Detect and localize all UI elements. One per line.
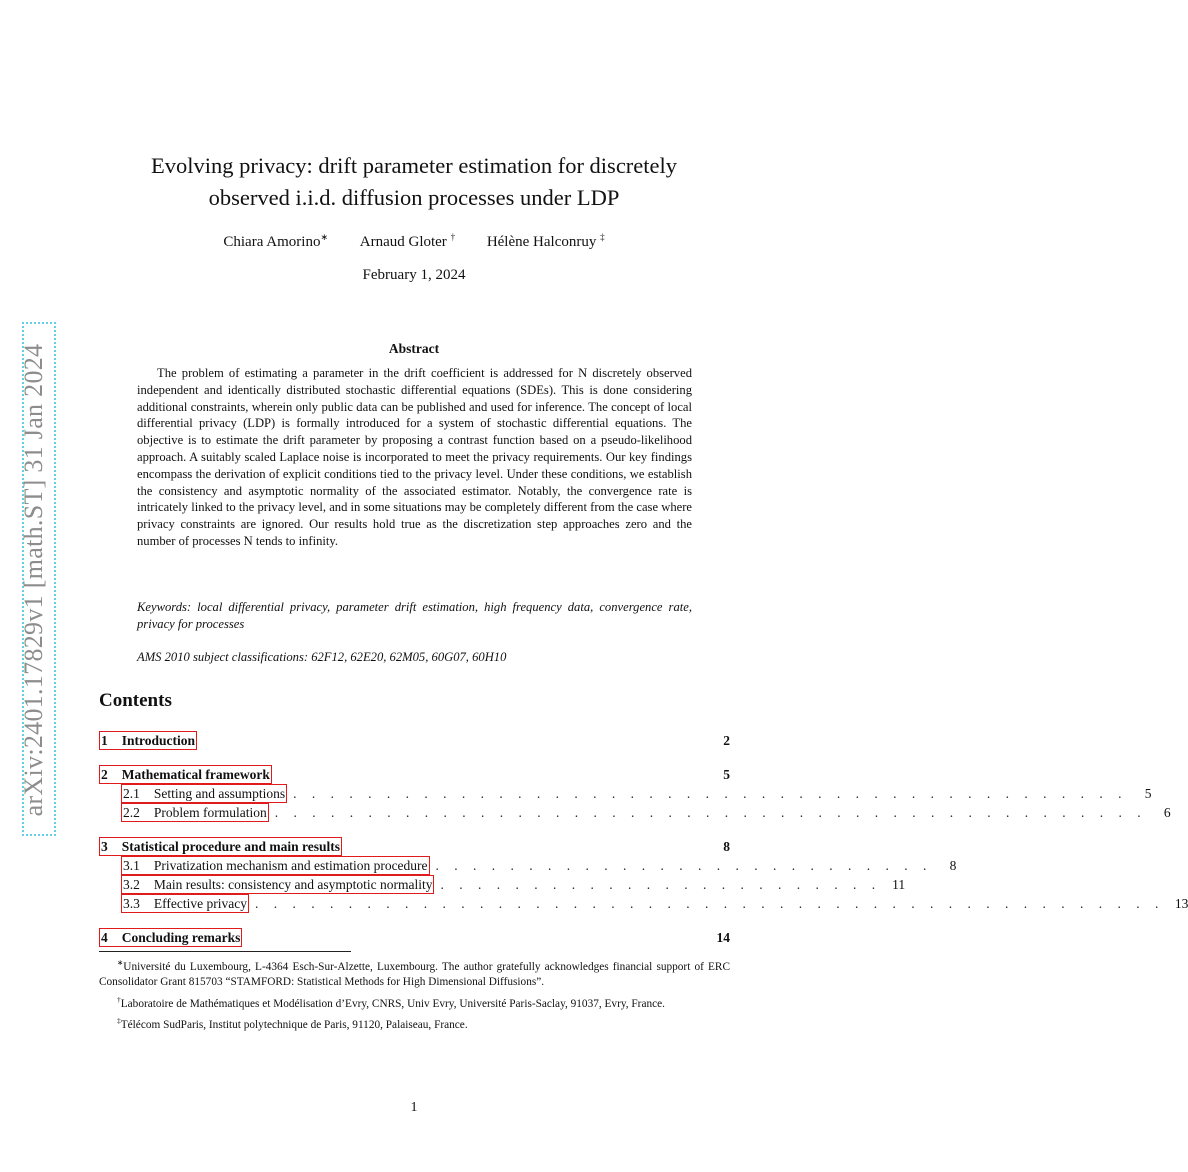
title-line-1: Evolving privacy: drift parameter estimation for discretely — [150, 153, 678, 178]
page-number: 1 — [410, 1100, 418, 1115]
toc-link[interactable] — [99, 928, 242, 947]
author-list — [0, 232, 828, 251]
toc-page: 11 — [892, 877, 906, 892]
toc-page: 6 — [1163, 805, 1171, 820]
toc-label: Main results: consistency and asymptotic normality — [153, 877, 433, 892]
author-footnote-mark[interactable]: † — [450, 232, 456, 242]
toc-section-introduction — [99, 731, 730, 749]
toc-number: 3.1 — [123, 858, 140, 873]
toc-number: 3.3 — [123, 896, 140, 911]
author-name: Arnaud Gloter — [359, 234, 447, 250]
toc-subsection-setting — [121, 784, 1152, 802]
toc-link[interactable] — [99, 765, 272, 784]
toc-link[interactable] — [121, 875, 434, 894]
toc-leader-dots: . . . . . . . . . . . . . . . . . . . . . . . . — [440, 877, 882, 892]
author-name: Hélène Halconruy — [486, 234, 597, 250]
paper-title — [0, 150, 828, 214]
toc-subsection-privatization — [121, 856, 957, 874]
toc-leader-dots: . . . . . . . . . . . . . . . . . . . . . . . . . . . — [435, 858, 933, 873]
toc-label: Privatization mechanism and estimation procedure — [153, 858, 428, 873]
footnote-mark: ∗ — [117, 958, 124, 967]
toc-leader-dots: . . . . . . . . . . . . . . . . . . . . . . . . . . . . . . . . . . . . . . . . . . . . . . . — [274, 805, 1147, 820]
footnote-text: Laboratoire de Mathématiques et Modélisation d’Evry, CNRS, Univ Evry, Université Paris-Saclay, 91037, Evry, France. — [120, 997, 665, 1010]
toc-label: Statistical procedure and main results — [121, 839, 341, 854]
toc-page: 13 — [1174, 896, 1188, 911]
toc-page: 2 — [723, 733, 730, 748]
toc-subsection-main-results — [121, 875, 906, 893]
footnote — [99, 1013, 730, 1033]
footnote-rule — [99, 951, 351, 952]
title-line-2: observed i.i.d. diffusion processes under LDP — [208, 185, 620, 210]
toc-subsection-effective-privacy — [121, 894, 1188, 912]
toc-subsection-problem — [121, 803, 1171, 821]
toc-section-concluding-remarks — [99, 928, 730, 946]
toc-link[interactable] — [121, 803, 269, 822]
toc-page: 5 — [723, 767, 730, 782]
toc-label: Mathematical framework — [121, 767, 270, 782]
toc-leader-dots: . . . . . . . . . . . . . . . . . . . . . . . . . . . . . . . . . . . . . . . . . . . . . . . . . — [254, 896, 1165, 911]
toc-label: Setting and assumptions — [153, 786, 286, 801]
contents-heading: Contents — [99, 690, 172, 711]
author-name: Chiara Amorino — [223, 234, 321, 250]
toc-section-statistical-procedure — [99, 837, 730, 855]
footnote — [99, 955, 730, 991]
author — [360, 234, 455, 250]
toc-number: 2.2 — [123, 805, 140, 820]
keywords: Keywords: local differential privacy, parameter drift estimation, high frequency data, convergence rate, privacy for processes — [137, 600, 692, 631]
footnote-mark: † — [117, 994, 121, 1004]
footnote-text: Télécom SudParis, Institut polytechnique de Paris, 91120, Palaiseau, France. — [120, 1019, 468, 1032]
publication-date: February 1, 2024 — [362, 267, 466, 283]
footnote-mark: ‡ — [117, 1016, 121, 1026]
toc-number: 1 — [101, 733, 108, 748]
toc-label: Concluding remarks — [121, 930, 241, 945]
toc-link[interactable] — [99, 837, 342, 856]
toc-link[interactable] — [121, 856, 430, 875]
toc-label: Effective privacy — [153, 896, 247, 911]
ams-classifications: AMS 2010 subject classifications: 62F12, 62E20, 62M05, 60G07, 60H10 — [137, 650, 507, 664]
toc-page: 8 — [723, 839, 730, 854]
author-footnote-mark[interactable]: ‡ — [600, 232, 605, 242]
toc-label: Introduction — [121, 733, 196, 748]
footnote-text: Université du Luxembourg, L-4364 Esch-Sur-Alzette, Luxembourg. The author gratefully acknowledges financial support of ERC Consolidator Grant 815703 “STAMFORD: Statistical Methods for High Dimensional Diffusions”. — [99, 960, 730, 989]
toc-page: 14 — [716, 930, 730, 945]
toc-leader-dots: . . . . . . . . . . . . . . . . . . . . . . . . . . . . . . . . . . . . . . . . . . . . . — [293, 786, 1128, 801]
footnotes — [99, 955, 730, 1035]
toc-number: 2 — [101, 767, 108, 782]
abstract-heading: Abstract — [388, 341, 440, 356]
toc-number: 3 — [101, 839, 108, 854]
author-footnote-mark[interactable]: ∗ — [320, 232, 328, 242]
author — [223, 234, 328, 250]
toc-page: 5 — [1144, 786, 1152, 801]
toc-section-mathematical-framework — [99, 765, 730, 783]
arxiv-identifier[interactable]: arXiv:2401.17829v1 [math.ST] 31 Jan 2024 — [19, 343, 48, 817]
abstract-text: The problem of estimating a parameter in the drift coefficient is addressed for N discretely observed independent and identically distributed stochastic differential equations (SDEs). This is done considering additional constraints, wherein only public data can be published and used for inference. The concept of local differential privacy (LDP) is formally introduced for a system of stochastic differential equations. The objective is to estimate the drift parameter by proposing a contrast function based on a pseudo-likelihood approach. A suitably scaled Laplace noise is incorporated to meet the privacy requirements. Our key findings encompass the derivation of explicit conditions tied to the privacy level. Under these conditions, we establish the consistency and asymptotic normality of the associated estimator. Notably, the convergence rate is intricately linked to the privacy level, and in some situations may be completely different from the case where privacy constraints are ignored. Our results hold true as the discretization step approaches zero and the number of processes N tends to infinity. — [137, 366, 692, 548]
toc-number: 3.2 — [123, 877, 140, 892]
toc-link[interactable] — [99, 731, 197, 750]
toc-number: 2.1 — [123, 786, 140, 801]
toc-number: 4 — [101, 930, 108, 945]
toc-page: 8 — [949, 858, 957, 873]
toc-label: Problem formulation — [153, 805, 267, 820]
footnote — [99, 992, 730, 1012]
author — [487, 234, 605, 250]
toc-link[interactable] — [121, 894, 249, 913]
toc-link[interactable] — [121, 784, 287, 803]
